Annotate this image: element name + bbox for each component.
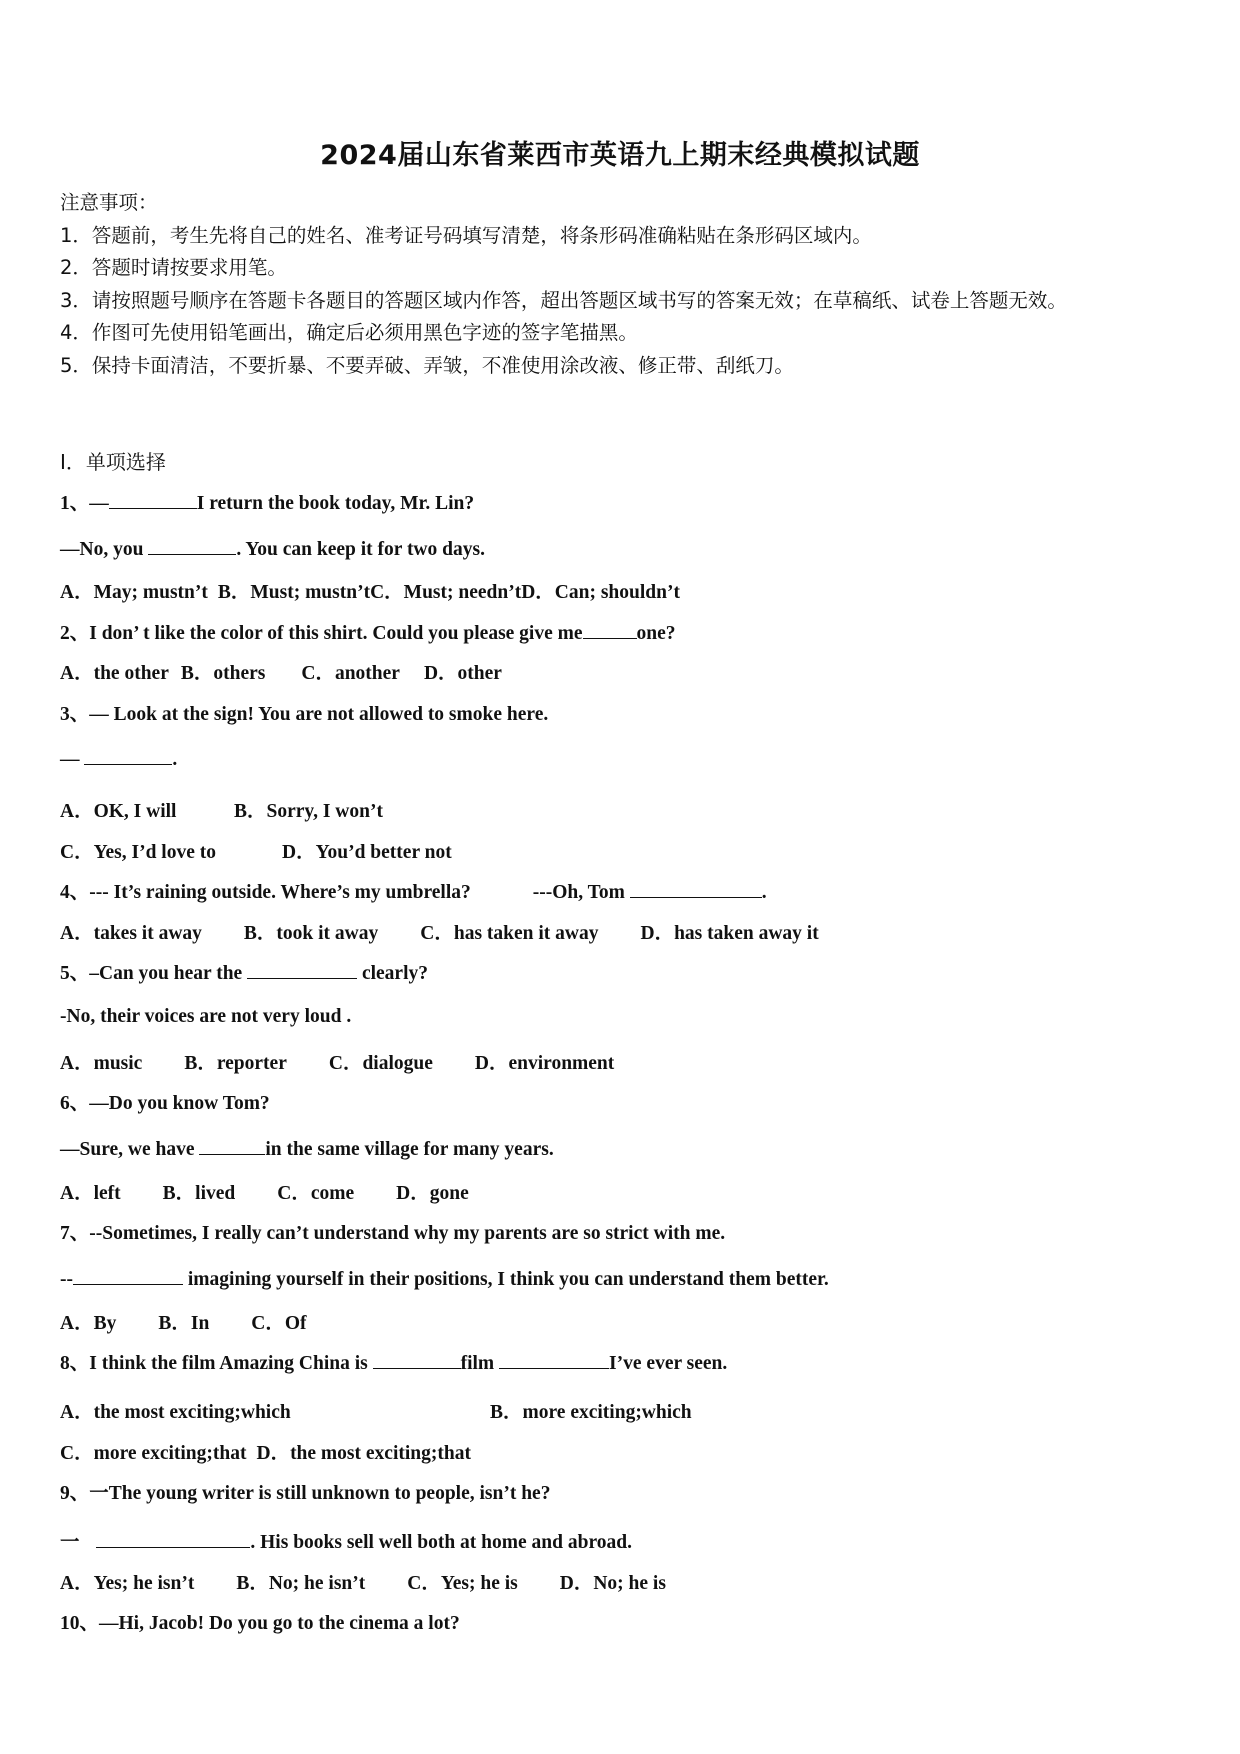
question-4-options	[60, 917, 819, 945]
option-b[interactable]: B．more exciting;which	[490, 1402, 692, 1423]
option-a[interactable]: A．music	[60, 1053, 143, 1074]
question-3-options-row-2	[60, 836, 452, 864]
option-b[interactable]: B．Sorry, I won’t	[234, 801, 383, 822]
answer-blank[interactable]	[630, 879, 762, 898]
option-d[interactable]: D．other	[423, 663, 502, 684]
option-c[interactable]: C．come	[277, 1183, 355, 1204]
option-c[interactable]: C．Yes, I’d love to	[60, 842, 216, 863]
option-a[interactable]: A．the other	[60, 663, 169, 684]
option-c[interactable]: C．Of	[251, 1313, 307, 1334]
question-6-stem: 6、—Do you know Tom?	[60, 1093, 270, 1114]
question-8-stem: 8、I think the film Amazing China is film I’ve ever seen.	[60, 1347, 727, 1375]
question-7-stem: 7、--Sometimes, I really can’t understand why my parents are so strict with me.	[60, 1223, 726, 1244]
note-item: 5．保持卡面清洁，不要折暴、不要弄破、弄皱，不准使用涂改液、修正带、刮纸刀。	[60, 353, 794, 377]
notes-heading: 注意事项：	[60, 191, 158, 214]
option-a[interactable]: A．left	[60, 1183, 121, 1204]
option-b[interactable]: B．In	[158, 1313, 210, 1334]
answer-blank[interactable]	[199, 1136, 265, 1155]
question-6-reply: —Sure, we have in the same village for many years.	[60, 1136, 554, 1161]
option-a[interactable]: A．OK, I will	[60, 801, 177, 822]
answer-blank[interactable]	[84, 746, 172, 765]
answer-blank[interactable]	[73, 1266, 183, 1285]
note-item: 2．答题时请按要求用笔。	[60, 256, 287, 279]
option-c[interactable]: C．dialogue	[328, 1053, 433, 1074]
option-c[interactable]: C．more exciting;that	[60, 1443, 247, 1464]
note-item: 3．请按照题号顺序在答题卡各题目的答题区域内作答，超出答题区域书写的答案无效；在草稿纸、试卷上答题无效。	[60, 288, 1067, 312]
option-b[interactable]: B．lived	[162, 1183, 236, 1204]
option-d[interactable]: D．the most exciting;that	[256, 1443, 471, 1464]
answer-blank[interactable]	[373, 1350, 461, 1369]
question-3-stem: 3、— Look at the sign! You are not allowed to smoke here.	[60, 704, 549, 725]
option-d[interactable]: D．gone	[396, 1183, 469, 1204]
option-a[interactable]: A．May; mustn’t	[60, 582, 208, 603]
option-d[interactable]: D．has taken away it	[640, 923, 819, 944]
option-d[interactable]: D．You’d better not	[282, 842, 452, 863]
option-a[interactable]: A．takes it away	[60, 923, 202, 944]
answer-blank[interactable]	[499, 1350, 609, 1369]
question-1-reply: —No, you . You can keep it for two days.	[60, 536, 485, 561]
question-1-stem: 1、— I return the book today, Mr. Lin?	[60, 487, 474, 515]
question-2-options	[60, 657, 502, 685]
option-d[interactable]: D．environment	[474, 1053, 615, 1074]
question-8-options-row-1	[60, 1396, 692, 1424]
option-d[interactable]: D．No; he is	[559, 1573, 666, 1594]
option-b[interactable]: B．took it away	[243, 923, 379, 944]
answer-blank[interactable]	[583, 620, 637, 639]
option-b[interactable]: B．No; he isn’t	[236, 1573, 366, 1594]
answer-blank[interactable]	[148, 536, 236, 555]
answer-blank[interactable]	[247, 960, 357, 979]
option-c[interactable]: C．Yes; he is	[407, 1573, 518, 1594]
question-7-reply: -- imagining yourself in their positions, I think you can understand them better.	[60, 1266, 829, 1291]
option-a[interactable]: A．the most exciting;which	[60, 1402, 291, 1423]
option-c[interactable]: C．has taken it away	[420, 923, 599, 944]
answer-blank[interactable]	[96, 1529, 250, 1548]
option-b[interactable]: B．others	[180, 663, 266, 684]
option-a[interactable]: A．By	[60, 1313, 117, 1334]
notes-block	[60, 187, 1180, 382]
option-d[interactable]: D．Can; shouldn’t	[521, 582, 680, 603]
option-c[interactable]: C．another	[301, 663, 400, 684]
note-item: 4．作图可先使用铅笔画出，确定后必须用黑色字迹的签字笔描黑。	[60, 321, 638, 344]
option-b[interactable]: B．reporter	[184, 1053, 287, 1074]
option-b[interactable]: B．Must; mustn’t	[217, 582, 371, 603]
question-9-options	[60, 1567, 666, 1595]
question-4-stem: 4、--- It’s raining outside. Where’s my umbrella? ---Oh, Tom .	[60, 876, 767, 904]
question-5-stem: 5、–Can you hear the clearly?	[60, 957, 428, 985]
page-title: 2024届山东省莱西市英语九上期末经典模拟试题	[320, 140, 920, 171]
option-c[interactable]: C．Must; needn’t	[370, 582, 522, 603]
answer-blank[interactable]	[109, 490, 197, 509]
question-3-options-row-1	[60, 795, 383, 823]
note-item: 1．答题前，考生先将自己的姓名、准考证号码填写清楚，将条形码准确粘贴在条形码区域内。	[60, 223, 872, 247]
section-heading: Ⅰ．单项选择	[60, 450, 166, 474]
option-a[interactable]: A．Yes; he isn’t	[60, 1573, 195, 1594]
question-9-stem: 9、一The young writer is still unknown to people, isn’t he?	[60, 1483, 551, 1504]
question-5-reply: -No, their voices are not very loud .	[60, 1006, 352, 1027]
question-1-options	[60, 576, 680, 604]
question-8-options-row-2	[60, 1437, 471, 1465]
question-7-options	[60, 1307, 307, 1335]
question-5-options	[60, 1047, 614, 1075]
question-9-reply: 一 . His books sell well both at home and abroad.	[60, 1526, 632, 1554]
question-6-options	[60, 1177, 469, 1205]
question-10-stem: 10、—Hi, Jacob! Do you go to the cinema a lot?	[60, 1613, 460, 1634]
question-3-reply: — .	[60, 746, 177, 771]
question-2-stem: 2、I don’ t like the color of this shirt. Could you please give me one?	[60, 617, 676, 645]
